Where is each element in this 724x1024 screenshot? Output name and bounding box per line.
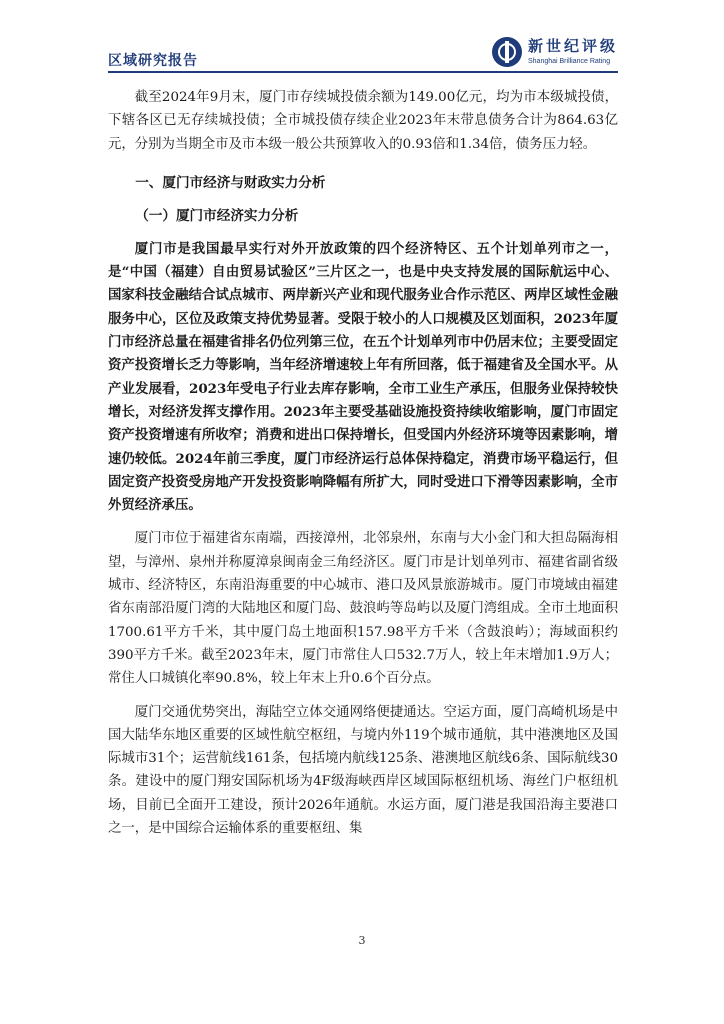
heading-section-1: 一、厦门市经济与财政实力分析	[135, 174, 326, 191]
brand-logo	[492, 34, 618, 70]
paragraph-geography: 厦门市位于福建省东南端，西接漳州，北邻泉州，东南与大小金门和大担岛隔海相望，与漳州、泉州并称厦漳泉闽南金三角经济区。厦门市是计划单列市、福建省副省级城市、经济特区，东南沿海重要的中心城市、港口及风景旅游城市。厦门市境域由福建省东南部沿厦门湾的大陆地区和厦门岛、鼓浪屿等岛屿以及厦门湾组成。全市土地面积1700.61平方千米，其中厦门岛土地面积157.98平方千米（含鼓浪屿）；海域面积约390平方千米。截至2023年末，厦门市常住人口532.7万人，较上年末增加1.9万人；常住人口城镇化率90.8%，较上年末上升0.6个百分点。	[108, 531, 618, 687]
brand-name-en: Shanghai Brilliance Rating	[527, 58, 611, 65]
document-body	[108, 86, 618, 840]
page-number: 3	[358, 934, 366, 947]
section-title: 区域研究报告	[108, 53, 198, 69]
brand-name-cn: 新世纪评级	[527, 37, 618, 55]
page-header	[108, 34, 618, 70]
heading-subsection-1: （一）厦门市经济实力分析	[135, 207, 299, 224]
header-divider	[108, 71, 618, 73]
paragraph-debt-summary: 截至2024年9月末，厦门市存续城投债余额为149.00亿元，均为市本级城投债，下辖各区已无存续城投债；全市城投债存续企业2023年末带息债务合计为864.63亿元，分别为当期全市及市本级一般公共预算收入的0.93倍和1.34倍，债务压力轻。	[108, 90, 618, 152]
brand-logo-text	[528, 39, 618, 65]
paragraph-economy-overview: 厦门市是我国最早实行对外开放政策的四个经济特区、五个计划单列市之一，是“中国（福建）自由贸易试验区”三片区之一，也是中央支持发展的国际航运中心、国家科技金融结合试点城市、两岸新兴产业和现代服务业合作示范区、两岸区域性金融服务中心，区位及政策支持优势显著。受限于较小的人口规模及区划面积，2023年厦门市经济总量在福建省排名仍位列第三位，在五个计划单列市中仍居末位；主要受固定资产投资增长乏力等影响，当年经济增速较上年有所回落，低于福建省及全国水平。从产业发展看，2023年受电子行业去库存影响，全市工业生产承压，但服务业保持较快增长，对经济发挥支撑作用。2023年主要受基础设施投资持续收缩影响，厦门市固定资产投资增速有所收窄；消费和进出口保持增长，但受国内外经济环境等因素影响，增速仍较低。2024年前三季度，厦门市经济运行总体保持稳定，消费市场平稳运行，但固定资产投资受房地产开发投资影响降幅有所扩大，同时受进口下滑等因素影响，全市外贸经济承压。	[108, 240, 618, 514]
brand-emblem-icon	[492, 37, 522, 67]
paragraph-transport: 厦门交通优势突出，海陆空立体交通网络便捷通达。空运方面，厦门高崎机场是中国大陆华东地区重要的区域性航空枢纽，与境内外119个城市通航，其中港澳地区及国际城市31个；运营航线161条，包括境内航线125条、港澳地区航线6条、国际航线30条。建设中的厦门翔安国际机场为4F级海峡西岸区域国际枢纽机场、海丝门户枢纽机场，目前已全面开工建设，预计2026年通航。水运方面，厦门港是我国沿海主要港口之一，是中国综合运输体系的重要枢纽、集	[108, 704, 618, 837]
